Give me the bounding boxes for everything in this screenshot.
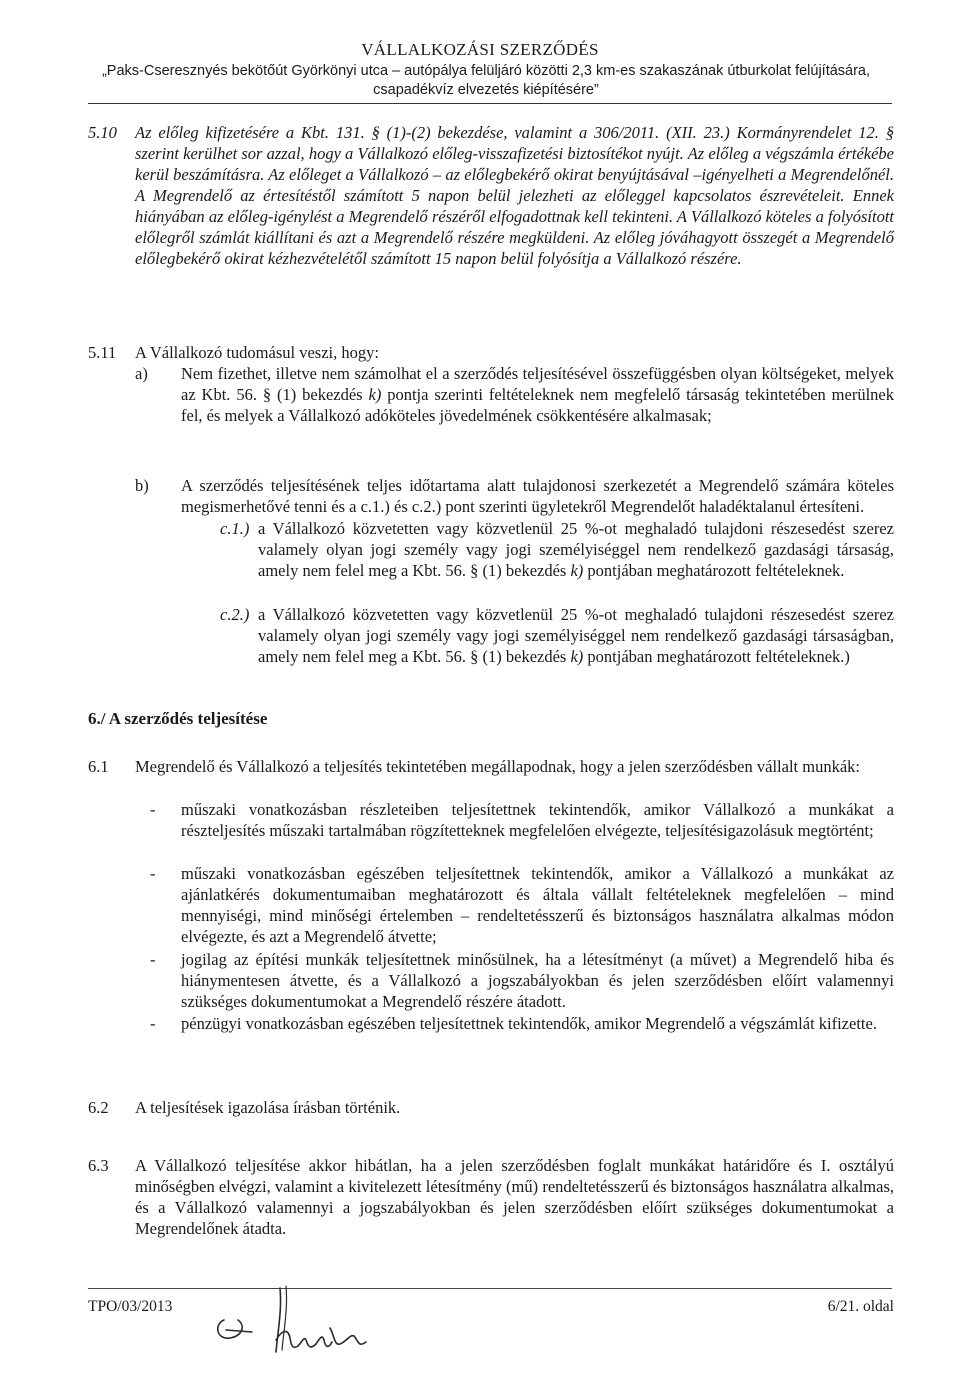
item-a-text [181,363,894,426]
list-dash: - [150,864,156,883]
list-item: műszaki vonatkozásban részleteiben teljesítettnek tekintendők, amikor Vállalkozó a munkákat a részteljesítés műszaki tartalmában rögzítetteknek megfelelően elvégezte, teljesítésigazolásuk megtörtént; [181,800,894,840]
item-c1-text [258,518,894,581]
item-b-text: A szerződés teljesítésének teljes időtartama alatt tulajdonosi szerkezetét a Megrendelő számára köteles megismerhetővé tenni és a c.1.) és c.2.) pont szerinti ügyletekről Megrendelőt haladéktalanul értesíteni. [181,476,894,516]
item-b-label: b) [135,476,149,495]
section-6-2-number: 6.2 [88,1098,109,1117]
item-c2-text-pre: a Vállalkozó közvetetten vagy közvetlenül 25 %-ot meghaladó tulajdoni részesedést szerez valamely olyan jogi személy vagy jogi személyiséggel nem rendelkező gazdasági társaságban, amely nem felel meg a Kbt. 56. § (1) bekezdés [258,605,894,666]
section-6-1-number: 6.1 [88,757,109,776]
project-subtitle-line2: csapadékvíz elvezetés kiépítésére” [373,82,599,98]
list-item: pénzügyi vonatkozásban egészében teljesítettnek tekintendők, amikor Megrendelő a végszámlát kifizette. [181,1014,877,1033]
item-c1-text-post: pontjában meghatározott feltételeknek. [583,561,845,580]
project-subtitle-line1: „Paks-Cseresznyés bekötőút Györkönyi utca – autópálya felüljáró közötti 2,3 km-es szakaszának útburkolat felújítására, [101,63,871,79]
section-6-2-text: A teljesítések igazolása írásban történik. [135,1098,401,1117]
list-dash: - [150,1014,156,1033]
section-5-10-text [88,122,894,269]
section-6-3-number: 6.3 [88,1156,109,1175]
list-dash: - [150,800,156,819]
list-dash: - [150,950,156,969]
section-6-heading: 6./ A szerződés teljesítése [88,709,268,728]
section-5-10-number: 5.10 [88,123,117,142]
item-c1-k-ref: k) [570,561,584,580]
footer-doc-code: TPO/03/2013 [88,1298,173,1315]
section-5-10-body: Az előleg kifizetésére a Kbt. 131. § (1)-(2) bekezdése, valamint a 306/2011. (XII. 23.) Kormányrendelet 12. § szerint kerülhet sor azzal, hogy a Vállalkozó előleg-visszafizetési biztosítékot nyújt. Az előleg a végszámla értékébe kerül beszámításra. Az előleget a Vállalkozó – az előlegbekérő okirat benyújtásával –igényelheti a Megrendelőnél. A Megrendelő az értesítéstől számított 5 napon belül jelezheti az előleggel kapcsolatos észrevételeit. Ennek hiányában az előleg-igénylést a Megrendelő részéről elfogadottnak kell tekinteni. A Vállalkozó köteles a folyósított előlegről számlát kiállítani és azt a Megrendelő részére megküldeni. Az előleg jóváhagyott összegét a Megrendelő előlegbekérő okirat kézhezvételétől számított 15 napon belül folyósítja a Vállalkozó részére. [135,123,894,268]
footer-divider [88,1288,892,1289]
footer-page-number: 6/21. oldal [827,1298,894,1315]
header-divider [88,103,892,104]
document-title: VÁLLALKOZÁSI SZERZŐDÉS [361,40,599,59]
section-6-1-text: Megrendelő és Vállalkozó a teljesítés tekintetében megállapodnak, hogy a jelen szerződésben vállalt munkák: [135,757,860,776]
section-6-3-text: A Vállalkozó teljesítése akkor hibátlan, ha a jelen szerződésben foglalt munkákat határidőre és I. osztályú minőségben elvégzi, valamint a kivitelezett létesítmény (mű) rendeltetésszerű és biztonságos használatra alkalmas, és a Vállalkozó valamennyi a jogszabályokban és jelen szerződésben előírt szükséges dokumentumokat a Megrendelőnek átadta. [135,1156,894,1238]
list-item: jogilag az építési munkák teljesítettnek minősülnek, ha a létesítményt (a művet) a Megrendelő hiba és hiánymentesen átvette, és a Vállalkozó a jogszabályokban és jelen szerződésben előírt valamennyi szükséges dokumentumokat a Megrendelő részére átadott. [181,950,894,1011]
item-a-text-post: pontja szerinti feltételeknek nem megfelelő társaság tekintetében merülnek fel, és melyek a Vállalkozó adóköteles jövedelmének csökkentésére alkalmasak; [181,385,894,425]
list-item: műszaki vonatkozásban egészében teljesítettnek tekintendők, amikor a Vállalkozó a munkákat az ajánlatkérés dokumentumaiban meghatározott és általa vállalt feltételeknek megfelelően – mind mennyiségi, mind minőségi értelemben – rendeltetésszerű és biztonságos használatra alkalmas módon elvégezte, és azt a Megrendelő átvette; [181,864,894,946]
item-c1-label: c.1.) [220,519,250,538]
item-a-label: a) [135,364,148,383]
item-c1-text-pre: a Vállalkozó közvetetten vagy közvetlenül 25 %-ot meghaladó tulajdoni részesedést szerez valamely olyan jogi személy vagy jogi személyiséggel nem rendelkező gazdasági társaság, amely nem felel meg a Kbt. 56. § (1) bekezdés [258,519,894,580]
item-c2-label: c.2.) [220,605,250,624]
item-c2-text-post: pontjában meghatározott feltételeknek.) [583,647,850,666]
item-c2-text [258,604,894,667]
item-a-text-pre: Nem fizethet, illetve nem számolhat el a szerződés teljesítésével összefüggésben olyan költségeket, melyek az Kbt. 56. § (1) bekezdés [181,364,894,404]
item-a-k-ref: k) [368,385,382,404]
section-5-11-intro: A Vállalkozó tudomásul veszi, hogy: [135,343,379,362]
handwritten-signature [212,1280,382,1360]
section-5-11-number: 5.11 [88,343,117,362]
item-c2-k-ref: k) [570,647,584,666]
